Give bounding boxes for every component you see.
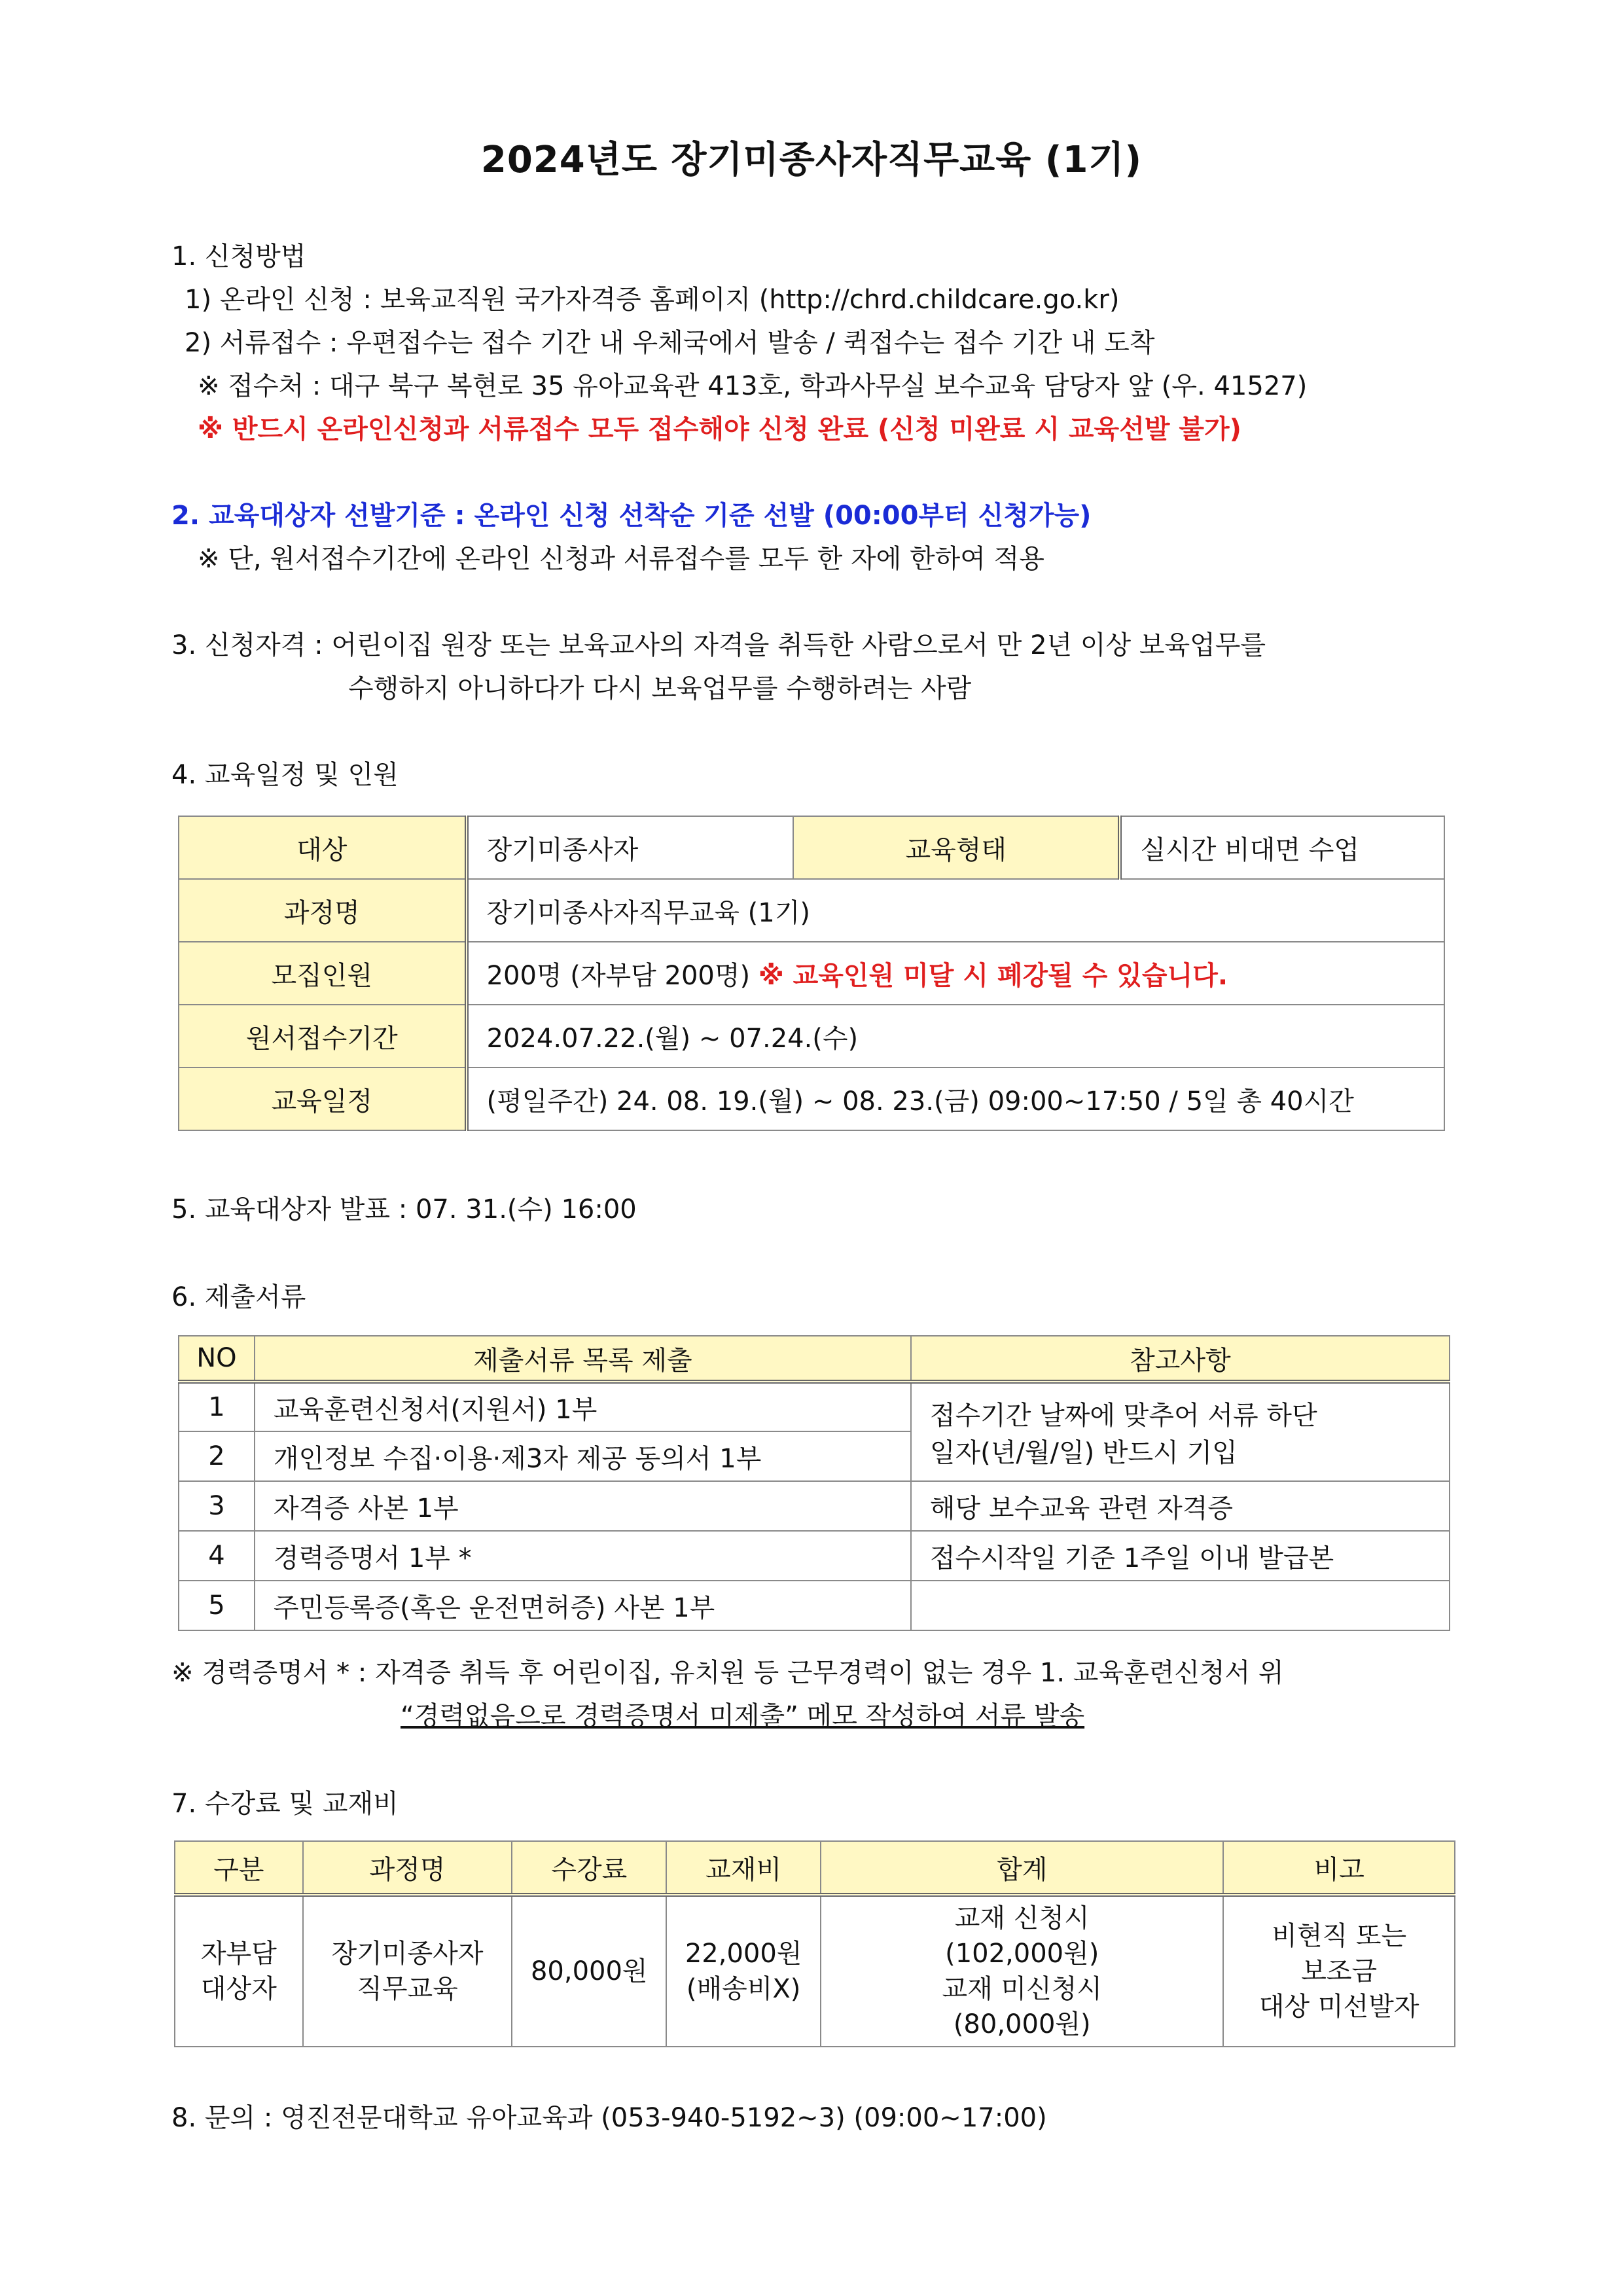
doc-row-3-no: 3 [179, 1481, 255, 1531]
section-1-item-2: 2) 서류접수 : 우편접수는 접수 기간 내 우체국에서 발송 / 퀵접수는 접수 기간 내 도착 [185, 328, 1155, 358]
section-4-heading: 4. 교육일정 및 인원 [171, 760, 399, 790]
page-title: 2024년도 장기미종사자직무교육 (1기) [480, 139, 1143, 181]
recruit-cell [467, 942, 1444, 1005]
fee-header-remark: 비고 [1223, 1841, 1455, 1895]
schedule-label: 교육일정 [179, 1067, 467, 1130]
section-7-heading: 7. 수강료 및 교재비 [171, 1789, 399, 1819]
section-6-heading: 6. 제출서류 [171, 1282, 306, 1312]
fee-header-course: 과정명 [303, 1841, 512, 1895]
fee-remark-line-1: 비현직 또는 [1272, 1921, 1407, 1951]
section-6-footnote-1: ※ 경력증명서 * : 자격증 취득 후 어린이집, 유치원 등 근무경력이 없는 경우 1. 교육훈련신청서 위 [171, 1658, 1284, 1688]
section-1-item-1: 1) 온라인 신청 : 보육교직원 국가자격증 홈페이지 (http://chrd.childcare.go.kr) [185, 285, 1120, 315]
doc-merged-note-line-2: 일자(년/월/일) 반드시 기입 [929, 1438, 1238, 1468]
course-value: 장기미종사자직무교육 (1기) [467, 879, 1444, 942]
schedule-table [178, 816, 1445, 1131]
fee-course-line-2: 직무교육 [357, 1974, 458, 2004]
doc-row-4-no: 4 [179, 1531, 255, 1581]
target-value: 장기미종사자 [467, 816, 793, 879]
section-2-note: ※ 단, 원서접수기간에 온라인 신청과 서류접수를 모두 한 자에 한하여 적용 [198, 544, 1044, 574]
course-label: 과정명 [179, 879, 467, 942]
fee-category-line-2: 대상자 [200, 1974, 277, 2004]
fee-header-book: 교재비 [666, 1841, 821, 1895]
fee-category-line-1: 자부담 [200, 1939, 277, 1969]
type-label: 교육형태 [793, 816, 1120, 879]
fee-book-line-2: (배송비X) [686, 1974, 801, 2004]
type-value: 실시간 비대면 수업 [1120, 816, 1444, 879]
doc-merged-note-line-1: 접수기간 날짜에 맞추어 서류 하단 [929, 1401, 1317, 1431]
recruit-value: 200명 (자부담 200명) [486, 960, 751, 991]
period-value: 2024.07.22.(월) ~ 07.24.(수) [467, 1005, 1444, 1067]
doc-row-5-note [911, 1581, 1450, 1630]
doc-header-no: NO [179, 1336, 255, 1382]
doc-row-5-no: 5 [179, 1581, 255, 1630]
section-3-line-2: 수행하지 아니하다가 다시 보육업무를 수행하려는 사람 [348, 673, 972, 704]
fee-amount: 80,000원 [512, 1895, 666, 2047]
doc-header-list: 제출서류 목록 제출 [255, 1336, 911, 1382]
doc-row-1-no: 1 [179, 1382, 255, 1431]
fee-total [821, 1895, 1223, 2047]
doc-row-4-note: 접수시작일 기준 1주일 이내 발급본 [911, 1531, 1450, 1581]
fee-course [303, 1895, 512, 2047]
target-label: 대상 [179, 816, 467, 879]
doc-row-2-doc: 개인정보 수집·이용·제3자 제공 동의서 1부 [255, 1431, 911, 1481]
fee-total-line-3: 교재 미신청시 [942, 1974, 1103, 2004]
doc-header-note: 참고사항 [911, 1336, 1450, 1382]
doc-row-5-doc: 주민등록증(혹은 운전면허증) 사본 1부 [255, 1581, 911, 1630]
fee-header-total: 합계 [821, 1841, 1223, 1895]
fee-book [666, 1895, 821, 2047]
section-5-line: 5. 교육대상자 발표 : 07. 31.(수) 16:00 [171, 1194, 637, 1225]
fee-header-fee: 수강료 [512, 1841, 666, 1895]
section-2-heading: 2. 교육대상자 선발기준 : 온라인 신청 선착순 기준 선발 (00:00부터 신청가능) [171, 501, 1092, 531]
fee-total-line-4: (80,000원) [953, 2009, 1091, 2039]
fee-remark-line-2: 보조금 [1301, 1956, 1378, 1986]
section-1-heading: 1. 신청방법 [171, 242, 306, 272]
doc-row-1-doc: 교육훈련신청서(지원서) 1부 [255, 1382, 911, 1431]
fee-remark-line-3: 대상 미선발자 [1258, 1992, 1419, 2022]
doc-row-3-doc: 자격증 사본 1부 [255, 1481, 911, 1531]
documents-table [178, 1335, 1450, 1631]
doc-row-3-note: 해당 보수교육 관련 자격증 [911, 1481, 1450, 1531]
fee-remark [1223, 1895, 1455, 2047]
schedule-value: (평일주간) 24. 08. 19.(월) ~ 08. 23.(금) 09:00~17:50 / 5일 총 40시간 [467, 1067, 1444, 1130]
doc-merged-note [911, 1382, 1450, 1481]
fee-total-line-2: (102,000원) [945, 1939, 1099, 1969]
recruit-label: 모집인원 [179, 942, 467, 1005]
section-1-note: ※ 접수처 : 대구 북구 복현로 35 유아교육관 413호, 학과사무실 보수교육 담당자 앞 (우. 41527) [198, 371, 1308, 401]
section-8-line: 8. 문의 : 영진전문대학교 유아교육과 (053-940-5192~3) (09:00~17:00) [171, 2103, 1047, 2133]
section-6-footnote-2: “경력없음으로 경력증명서 미제출” 메모 작성하여 서류 발송 [401, 1701, 1085, 1731]
doc-row-2-no: 2 [179, 1431, 255, 1481]
fee-header-category: 구분 [175, 1841, 303, 1895]
doc-row-4-doc: 경력증명서 1부 * [255, 1531, 911, 1581]
fee-course-line-1: 장기미종사자 [331, 1939, 484, 1969]
period-label: 원서접수기간 [179, 1005, 467, 1067]
section-3-line-1: 3. 신청자격 : 어린이집 원장 또는 보육교사의 자격을 취득한 사람으로서 만 2년 이상 보육업무를 [171, 630, 1266, 660]
section-1-warning: ※ 반드시 온라인신청과 서류접수 모두 접수해야 신청 완료 (신청 미완료 시 교육선발 불가) [198, 414, 1241, 444]
recruit-warning: ※ 교육인원 미달 시 폐강될 수 있습니다. [758, 960, 1228, 991]
fee-table [174, 1840, 1455, 2047]
fee-category [175, 1895, 303, 2047]
fee-book-line-1: 22,000원 [685, 1939, 802, 1969]
fee-total-line-1: 교재 신청시 [954, 1903, 1090, 1933]
